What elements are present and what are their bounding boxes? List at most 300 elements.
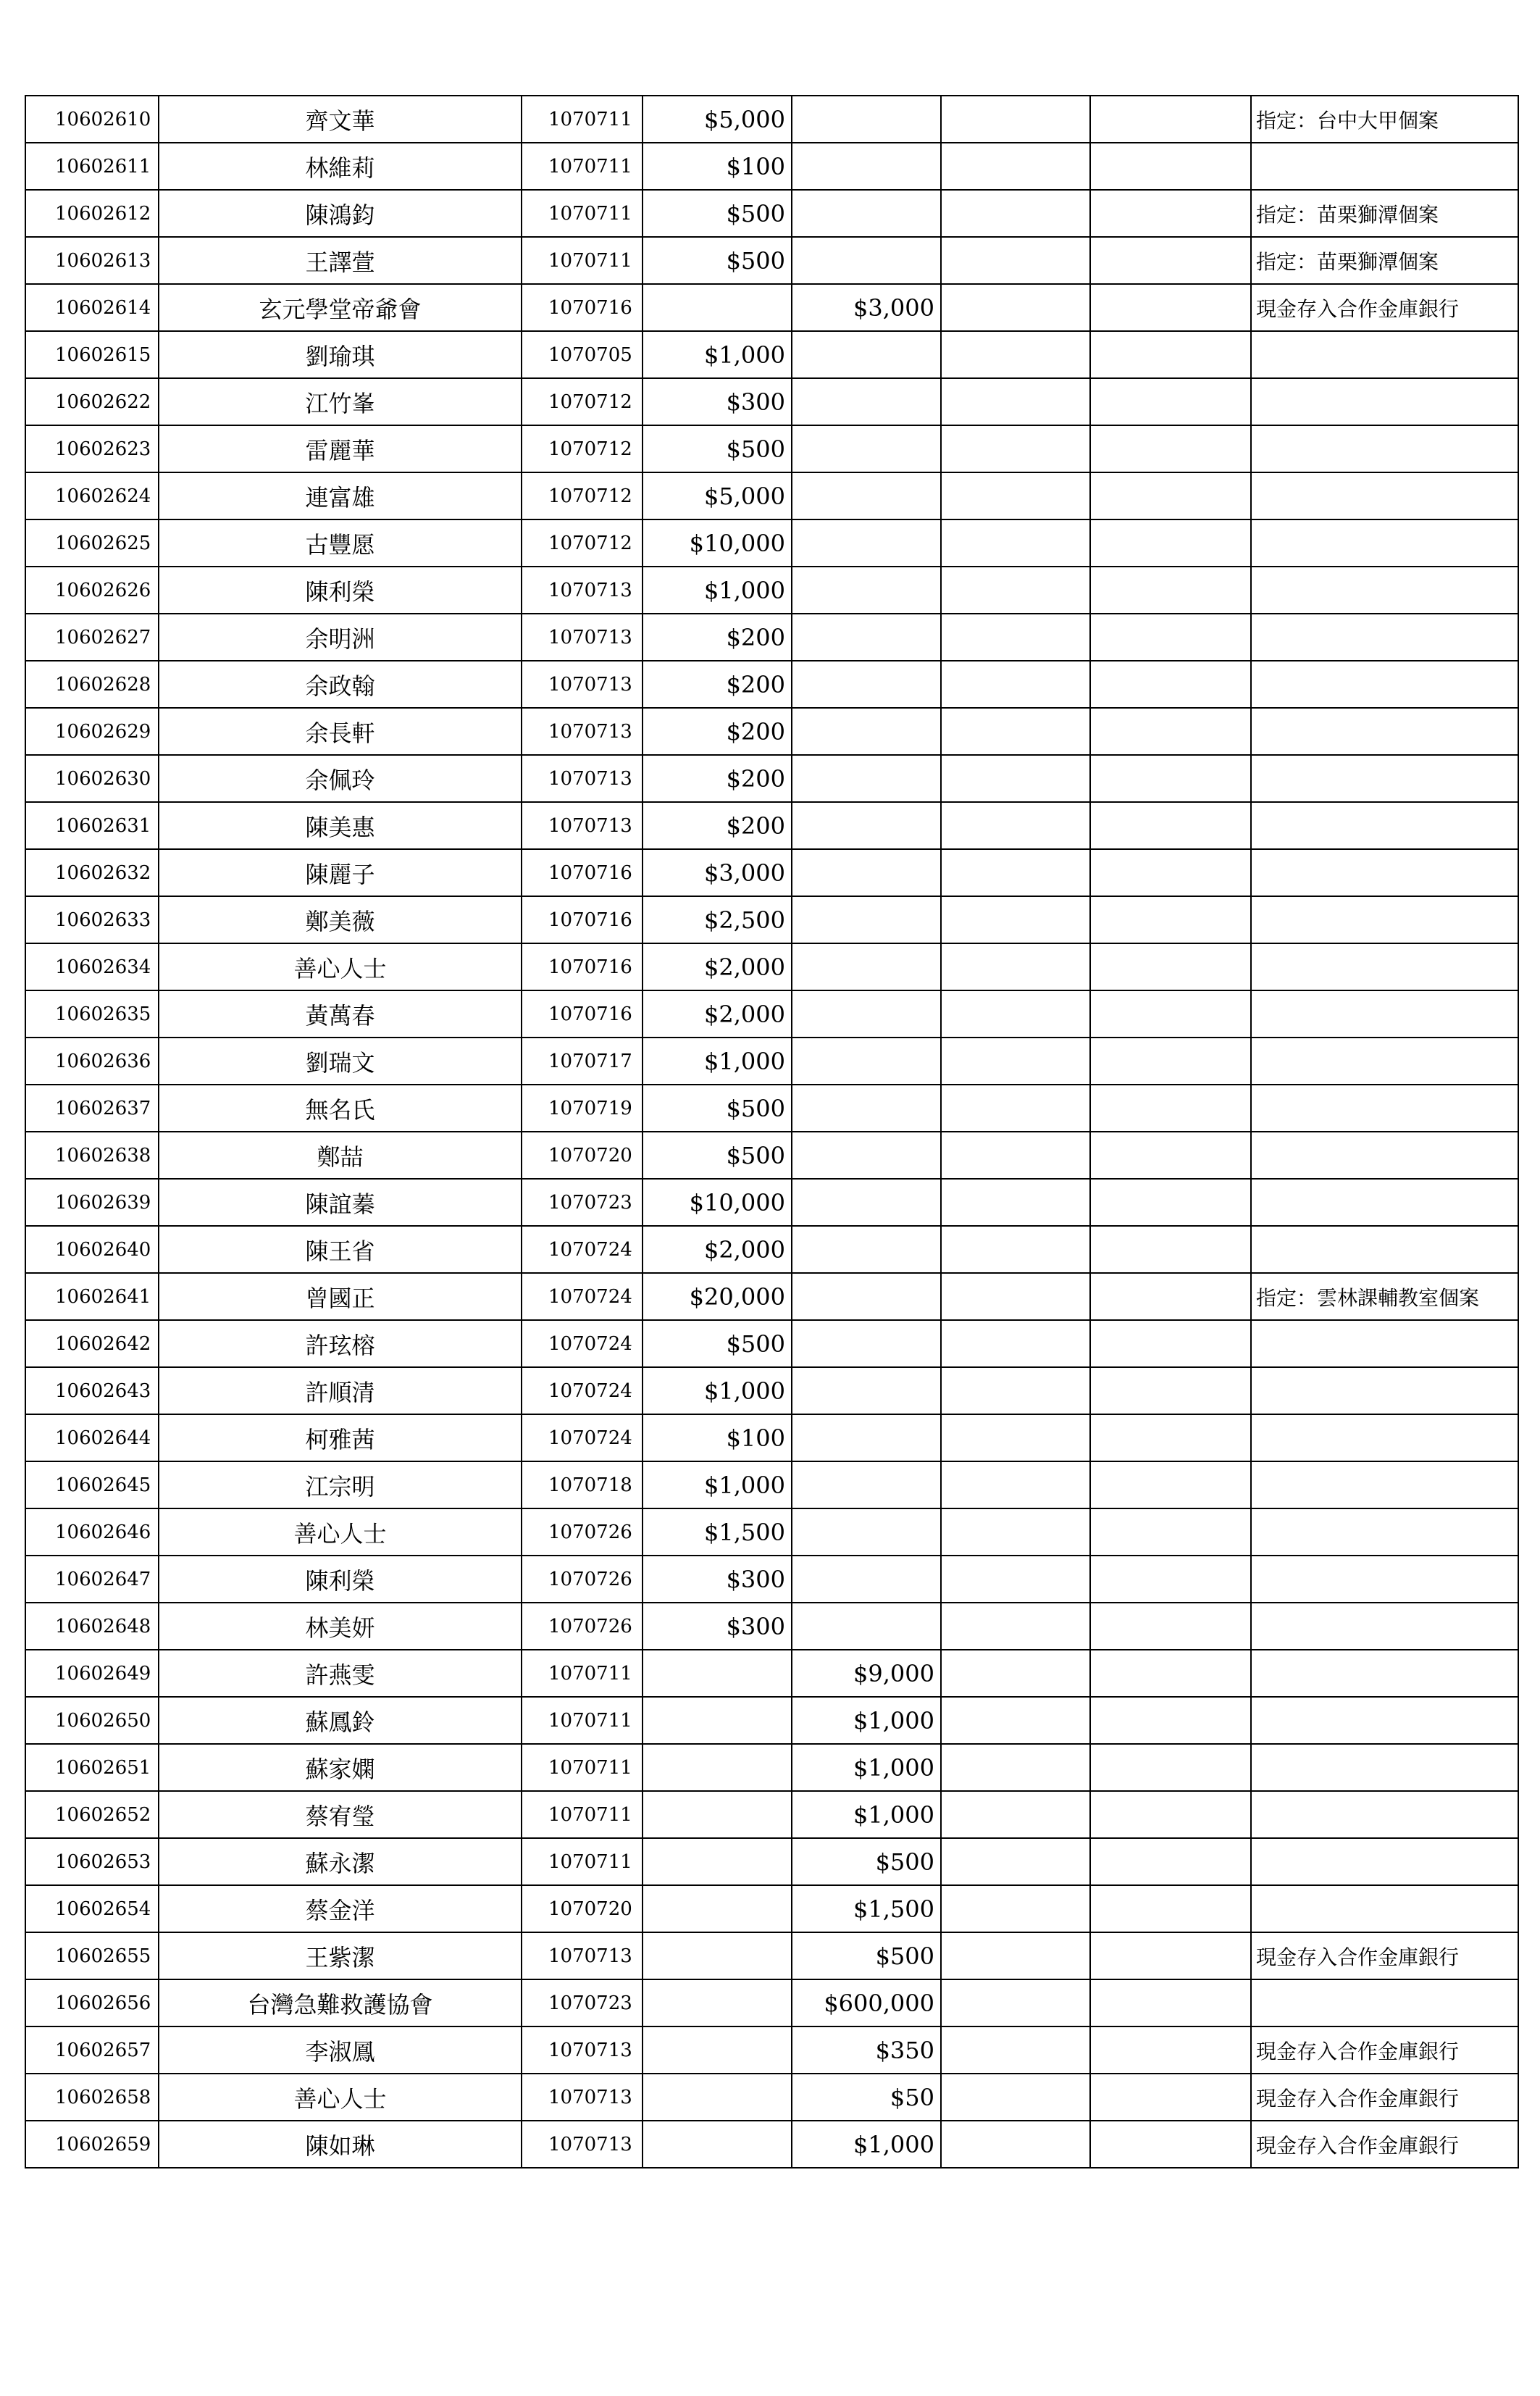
empty-cell bbox=[941, 990, 1090, 1038]
amount-cell: $5,000 bbox=[643, 472, 792, 519]
table-row bbox=[25, 1744, 1518, 1791]
donor-name-cell: 柯雅茜 bbox=[159, 1414, 522, 1461]
donation-date-cell: 1070711 bbox=[522, 1744, 643, 1791]
note-cell bbox=[1251, 1697, 1518, 1744]
amount-secondary-cell: $1,000 bbox=[792, 2121, 941, 2168]
amount-cell bbox=[643, 284, 792, 331]
donor-name-cell: 鄭美薇 bbox=[159, 896, 522, 943]
receipt-number-cell: 10602633 bbox=[25, 896, 159, 943]
amount-cell: $500 bbox=[643, 1320, 792, 1367]
empty-cell bbox=[1090, 896, 1251, 943]
note-cell bbox=[1251, 990, 1518, 1038]
donor-name-cell: 雷麗華 bbox=[159, 425, 522, 472]
empty-cell bbox=[1090, 708, 1251, 755]
empty-cell bbox=[1090, 1038, 1251, 1085]
amount-cell: $1,000 bbox=[643, 1367, 792, 1414]
amount-cell bbox=[643, 1650, 792, 1697]
empty-cell bbox=[1090, 1179, 1251, 1226]
empty-cell bbox=[1090, 1226, 1251, 1273]
amount-secondary-cell bbox=[792, 849, 941, 896]
donor-name-cell: 余明洲 bbox=[159, 614, 522, 661]
receipt-number-cell: 10602613 bbox=[25, 237, 159, 284]
amount-cell: $2,000 bbox=[643, 943, 792, 990]
donor-name-cell: 玄元學堂帝爺會 bbox=[159, 284, 522, 331]
amount-secondary-cell bbox=[792, 1132, 941, 1179]
receipt-number-cell: 10602638 bbox=[25, 1132, 159, 1179]
receipt-number-cell: 10602658 bbox=[25, 2074, 159, 2121]
empty-cell bbox=[941, 1979, 1090, 2026]
empty-cell bbox=[941, 472, 1090, 519]
empty-cell bbox=[941, 425, 1090, 472]
amount-secondary-cell bbox=[792, 96, 941, 143]
donation-date-cell: 1070712 bbox=[522, 425, 643, 472]
receipt-number-cell: 10602628 bbox=[25, 661, 159, 708]
amount-secondary-cell: $500 bbox=[792, 1932, 941, 1979]
donor-name-cell: 許玹榕 bbox=[159, 1320, 522, 1367]
donor-name-cell: 陳美惠 bbox=[159, 802, 522, 849]
table-row bbox=[25, 1038, 1518, 1085]
donation-date-cell: 1070705 bbox=[522, 331, 643, 378]
amount-cell bbox=[643, 2026, 792, 2074]
empty-cell bbox=[941, 661, 1090, 708]
note-cell bbox=[1251, 1603, 1518, 1650]
empty-cell bbox=[1090, 802, 1251, 849]
note-cell bbox=[1251, 378, 1518, 425]
donation-date-cell: 1070713 bbox=[522, 708, 643, 755]
receipt-number-cell: 10602640 bbox=[25, 1226, 159, 1273]
donation-date-cell: 1070711 bbox=[522, 1791, 643, 1838]
donor-name-cell: 台灣急難救護協會 bbox=[159, 1979, 522, 2026]
table-row bbox=[25, 1791, 1518, 1838]
donor-name-cell: 江竹峯 bbox=[159, 378, 522, 425]
note-cell bbox=[1251, 1791, 1518, 1838]
table-row bbox=[25, 708, 1518, 755]
amount-cell: $3,000 bbox=[643, 849, 792, 896]
amount-secondary-cell bbox=[792, 1320, 941, 1367]
empty-cell bbox=[941, 1179, 1090, 1226]
donor-name-cell: 蔡宥瑩 bbox=[159, 1791, 522, 1838]
empty-cell bbox=[941, 284, 1090, 331]
note-cell bbox=[1251, 1179, 1518, 1226]
table-row bbox=[25, 284, 1518, 331]
amount-cell bbox=[643, 1744, 792, 1791]
note-cell bbox=[1251, 661, 1518, 708]
donation-date-cell: 1070724 bbox=[522, 1414, 643, 1461]
amount-cell: $500 bbox=[643, 237, 792, 284]
note-cell bbox=[1251, 896, 1518, 943]
empty-cell bbox=[1090, 331, 1251, 378]
donation-date-cell: 1070716 bbox=[522, 896, 643, 943]
note-cell bbox=[1251, 614, 1518, 661]
amount-cell: $200 bbox=[643, 708, 792, 755]
donor-name-cell: 陳王省 bbox=[159, 1226, 522, 1273]
empty-cell bbox=[1090, 661, 1251, 708]
receipt-number-cell: 10602626 bbox=[25, 567, 159, 614]
table-row bbox=[25, 1650, 1518, 1697]
donation-date-cell: 1070724 bbox=[522, 1320, 643, 1367]
empty-cell bbox=[941, 943, 1090, 990]
amount-secondary-cell bbox=[792, 755, 941, 802]
empty-cell bbox=[941, 2026, 1090, 2074]
amount-secondary-cell bbox=[792, 425, 941, 472]
amount-secondary-cell bbox=[792, 567, 941, 614]
amount-secondary-cell bbox=[792, 1508, 941, 1556]
receipt-number-cell: 10602623 bbox=[25, 425, 159, 472]
donation-date-cell: 1070726 bbox=[522, 1603, 643, 1650]
empty-cell bbox=[941, 1838, 1090, 1885]
empty-cell bbox=[941, 143, 1090, 190]
donation-date-cell: 1070724 bbox=[522, 1367, 643, 1414]
receipt-number-cell: 10602646 bbox=[25, 1508, 159, 1556]
empty-cell bbox=[1090, 1791, 1251, 1838]
donor-name-cell: 古豐愿 bbox=[159, 519, 522, 567]
donor-name-cell: 蘇鳳鈴 bbox=[159, 1697, 522, 1744]
amount-secondary-cell bbox=[792, 943, 941, 990]
empty-cell bbox=[1090, 1603, 1251, 1650]
empty-cell bbox=[941, 1226, 1090, 1273]
table-row bbox=[25, 849, 1518, 896]
note-cell bbox=[1251, 472, 1518, 519]
note-cell: 指定：苗栗獅潭個案 bbox=[1251, 190, 1518, 237]
amount-secondary-cell bbox=[792, 614, 941, 661]
receipt-number-cell: 10602610 bbox=[25, 96, 159, 143]
table-row bbox=[25, 1603, 1518, 1650]
empty-cell bbox=[941, 1932, 1090, 1979]
table-row bbox=[25, 1697, 1518, 1744]
donation-ledger-table bbox=[25, 95, 1519, 2168]
note-cell bbox=[1251, 802, 1518, 849]
amount-secondary-cell: $350 bbox=[792, 2026, 941, 2074]
donation-date-cell: 1070716 bbox=[522, 284, 643, 331]
amount-cell bbox=[643, 1885, 792, 1932]
donor-name-cell: 陳誼蓁 bbox=[159, 1179, 522, 1226]
empty-cell bbox=[941, 1697, 1090, 1744]
empty-cell bbox=[1090, 1838, 1251, 1885]
note-cell bbox=[1251, 425, 1518, 472]
note-cell bbox=[1251, 1367, 1518, 1414]
table-row bbox=[25, 1320, 1518, 1367]
empty-cell bbox=[1090, 1744, 1251, 1791]
empty-cell bbox=[1090, 519, 1251, 567]
donor-name-cell: 劉瑜琪 bbox=[159, 331, 522, 378]
amount-secondary-cell: $9,000 bbox=[792, 1650, 941, 1697]
amount-cell: $2,000 bbox=[643, 990, 792, 1038]
empty-cell bbox=[941, 1273, 1090, 1320]
donor-name-cell: 王紫潔 bbox=[159, 1932, 522, 1979]
empty-cell bbox=[941, 708, 1090, 755]
note-cell bbox=[1251, 1838, 1518, 1885]
empty-cell bbox=[1090, 2121, 1251, 2168]
donor-name-cell: 善心人士 bbox=[159, 2074, 522, 2121]
amount-secondary-cell: $1,500 bbox=[792, 1885, 941, 1932]
empty-cell bbox=[941, 96, 1090, 143]
donation-date-cell: 1070719 bbox=[522, 1085, 643, 1132]
empty-cell bbox=[1090, 378, 1251, 425]
donation-date-cell: 1070711 bbox=[522, 190, 643, 237]
empty-cell bbox=[1090, 1697, 1251, 1744]
donation-date-cell: 1070726 bbox=[522, 1556, 643, 1603]
receipt-number-cell: 10602649 bbox=[25, 1650, 159, 1697]
empty-cell bbox=[941, 1650, 1090, 1697]
table-row bbox=[25, 1132, 1518, 1179]
donor-name-cell: 陳利榮 bbox=[159, 567, 522, 614]
empty-cell bbox=[1090, 849, 1251, 896]
note-cell bbox=[1251, 1461, 1518, 1508]
donation-date-cell: 1070713 bbox=[522, 2121, 643, 2168]
receipt-number-cell: 10602634 bbox=[25, 943, 159, 990]
receipt-number-cell: 10602647 bbox=[25, 1556, 159, 1603]
empty-cell bbox=[941, 519, 1090, 567]
note-cell bbox=[1251, 143, 1518, 190]
donation-date-cell: 1070711 bbox=[522, 1650, 643, 1697]
amount-cell bbox=[643, 1791, 792, 1838]
table-row bbox=[25, 802, 1518, 849]
empty-cell bbox=[941, 1556, 1090, 1603]
empty-cell bbox=[1090, 237, 1251, 284]
amount-secondary-cell: $1,000 bbox=[792, 1791, 941, 1838]
amount-cell: $1,000 bbox=[643, 1461, 792, 1508]
donor-name-cell: 陳如琳 bbox=[159, 2121, 522, 2168]
empty-cell bbox=[941, 1791, 1090, 1838]
amount-secondary-cell: $500 bbox=[792, 1838, 941, 1885]
amount-secondary-cell bbox=[792, 1461, 941, 1508]
table-row bbox=[25, 755, 1518, 802]
table-row bbox=[25, 1461, 1518, 1508]
donation-date-cell: 1070720 bbox=[522, 1885, 643, 1932]
amount-secondary-cell: $50 bbox=[792, 2074, 941, 2121]
donation-date-cell: 1070711 bbox=[522, 143, 643, 190]
receipt-number-cell: 10602635 bbox=[25, 990, 159, 1038]
receipt-number-cell: 10602631 bbox=[25, 802, 159, 849]
table-row bbox=[25, 96, 1518, 143]
amount-secondary-cell bbox=[792, 990, 941, 1038]
amount-secondary-cell: $1,000 bbox=[792, 1697, 941, 1744]
table-row bbox=[25, 1556, 1518, 1603]
note-cell bbox=[1251, 567, 1518, 614]
receipt-number-cell: 10602648 bbox=[25, 1603, 159, 1650]
note-cell: 指定：苗栗獅潭個案 bbox=[1251, 237, 1518, 284]
empty-cell bbox=[1090, 2074, 1251, 2121]
note-cell: 現金存入合作金庫銀行 bbox=[1251, 1932, 1518, 1979]
amount-secondary-cell bbox=[792, 1179, 941, 1226]
amount-cell: $500 bbox=[643, 190, 792, 237]
donor-name-cell: 善心人士 bbox=[159, 1508, 522, 1556]
donor-name-cell: 黃萬春 bbox=[159, 990, 522, 1038]
table-row bbox=[25, 2074, 1518, 2121]
table-row bbox=[25, 425, 1518, 472]
empty-cell bbox=[941, 1414, 1090, 1461]
note-cell bbox=[1251, 1508, 1518, 1556]
donor-name-cell: 蘇永潔 bbox=[159, 1838, 522, 1885]
table-row bbox=[25, 237, 1518, 284]
note-cell bbox=[1251, 943, 1518, 990]
amount-secondary-cell bbox=[792, 143, 941, 190]
amount-cell: $1,500 bbox=[643, 1508, 792, 1556]
empty-cell bbox=[1090, 1650, 1251, 1697]
receipt-number-cell: 10602639 bbox=[25, 1179, 159, 1226]
receipt-number-cell: 10602629 bbox=[25, 708, 159, 755]
donor-name-cell: 蔡金洋 bbox=[159, 1885, 522, 1932]
amount-cell: $300 bbox=[643, 1556, 792, 1603]
receipt-number-cell: 10602645 bbox=[25, 1461, 159, 1508]
amount-secondary-cell bbox=[792, 1556, 941, 1603]
donor-name-cell: 林美妍 bbox=[159, 1603, 522, 1650]
receipt-number-cell: 10602622 bbox=[25, 378, 159, 425]
receipt-number-cell: 10602656 bbox=[25, 1979, 159, 2026]
amount-cell: $200 bbox=[643, 661, 792, 708]
table-row bbox=[25, 943, 1518, 990]
note-cell bbox=[1251, 708, 1518, 755]
donor-name-cell: 余政翰 bbox=[159, 661, 522, 708]
empty-cell bbox=[941, 1367, 1090, 1414]
note-cell bbox=[1251, 519, 1518, 567]
receipt-number-cell: 10602644 bbox=[25, 1414, 159, 1461]
donation-date-cell: 1070717 bbox=[522, 1038, 643, 1085]
receipt-number-cell: 10602614 bbox=[25, 284, 159, 331]
donation-date-cell: 1070712 bbox=[522, 472, 643, 519]
receipt-number-cell: 10602612 bbox=[25, 190, 159, 237]
table-row bbox=[25, 1885, 1518, 1932]
note-cell bbox=[1251, 755, 1518, 802]
donor-name-cell: 陳麗子 bbox=[159, 849, 522, 896]
empty-cell bbox=[1090, 1085, 1251, 1132]
empty-cell bbox=[1090, 284, 1251, 331]
donation-date-cell: 1070711 bbox=[522, 1697, 643, 1744]
donation-date-cell: 1070718 bbox=[522, 1461, 643, 1508]
amount-secondary-cell bbox=[792, 802, 941, 849]
receipt-number-cell: 10602655 bbox=[25, 1932, 159, 1979]
note-cell bbox=[1251, 1132, 1518, 1179]
amount-secondary-cell bbox=[792, 1273, 941, 1320]
note-cell bbox=[1251, 331, 1518, 378]
donation-date-cell: 1070723 bbox=[522, 1979, 643, 2026]
amount-cell: $1,000 bbox=[643, 1038, 792, 1085]
receipt-number-cell: 10602642 bbox=[25, 1320, 159, 1367]
amount-cell: $200 bbox=[643, 802, 792, 849]
receipt-number-cell: 10602611 bbox=[25, 143, 159, 190]
empty-cell bbox=[1090, 1320, 1251, 1367]
table-row bbox=[25, 1273, 1518, 1320]
note-cell bbox=[1251, 1885, 1518, 1932]
donor-name-cell: 許燕雯 bbox=[159, 1650, 522, 1697]
amount-cell: $200 bbox=[643, 755, 792, 802]
amount-cell: $1,000 bbox=[643, 567, 792, 614]
empty-cell bbox=[941, 331, 1090, 378]
donation-date-cell: 1070713 bbox=[522, 2026, 643, 2074]
empty-cell bbox=[1090, 943, 1251, 990]
donation-date-cell: 1070723 bbox=[522, 1179, 643, 1226]
empty-cell bbox=[941, 1132, 1090, 1179]
note-cell bbox=[1251, 1414, 1518, 1461]
note-cell: 指定：雲林課輔教室個案 bbox=[1251, 1273, 1518, 1320]
empty-cell bbox=[941, 1744, 1090, 1791]
receipt-number-cell: 10602657 bbox=[25, 2026, 159, 2074]
receipt-number-cell: 10602652 bbox=[25, 1791, 159, 1838]
donation-date-cell: 1070711 bbox=[522, 96, 643, 143]
amount-secondary-cell bbox=[792, 1038, 941, 1085]
donor-name-cell: 劉瑞文 bbox=[159, 1038, 522, 1085]
amount-cell bbox=[643, 2074, 792, 2121]
note-cell bbox=[1251, 849, 1518, 896]
receipt-number-cell: 10602650 bbox=[25, 1697, 159, 1744]
receipt-number-cell: 10602641 bbox=[25, 1273, 159, 1320]
amount-secondary-cell: $3,000 bbox=[792, 284, 941, 331]
donation-date-cell: 1070716 bbox=[522, 943, 643, 990]
note-cell bbox=[1251, 1556, 1518, 1603]
table-row bbox=[25, 1179, 1518, 1226]
amount-cell: $1,000 bbox=[643, 331, 792, 378]
note-cell: 指定：台中大甲個案 bbox=[1251, 96, 1518, 143]
amount-cell: $2,500 bbox=[643, 896, 792, 943]
amount-cell: $2,000 bbox=[643, 1226, 792, 1273]
amount-secondary-cell bbox=[792, 896, 941, 943]
note-cell bbox=[1251, 1226, 1518, 1273]
amount-secondary-cell bbox=[792, 1414, 941, 1461]
empty-cell bbox=[1090, 1932, 1251, 1979]
receipt-number-cell: 10602625 bbox=[25, 519, 159, 567]
empty-cell bbox=[1090, 143, 1251, 190]
table-row bbox=[25, 990, 1518, 1038]
receipt-number-cell: 10602630 bbox=[25, 755, 159, 802]
table-row bbox=[25, 378, 1518, 425]
empty-cell bbox=[1090, 1414, 1251, 1461]
amount-cell: $500 bbox=[643, 1132, 792, 1179]
amount-cell: $300 bbox=[643, 378, 792, 425]
table-row bbox=[25, 896, 1518, 943]
donation-date-cell: 1070713 bbox=[522, 2074, 643, 2121]
donation-date-cell: 1070711 bbox=[522, 1838, 643, 1885]
empty-cell bbox=[941, 896, 1090, 943]
donor-name-cell: 林維莉 bbox=[159, 143, 522, 190]
donation-date-cell: 1070713 bbox=[522, 661, 643, 708]
empty-cell bbox=[1090, 472, 1251, 519]
donation-date-cell: 1070713 bbox=[522, 1932, 643, 1979]
empty-cell bbox=[1090, 96, 1251, 143]
donation-date-cell: 1070711 bbox=[522, 237, 643, 284]
amount-cell bbox=[643, 1838, 792, 1885]
donor-name-cell: 連富雄 bbox=[159, 472, 522, 519]
donation-date-cell: 1070724 bbox=[522, 1273, 643, 1320]
empty-cell bbox=[941, 1085, 1090, 1132]
empty-cell bbox=[941, 378, 1090, 425]
table-row bbox=[25, 661, 1518, 708]
amount-cell bbox=[643, 1979, 792, 2026]
amount-cell: $5,000 bbox=[643, 96, 792, 143]
donation-date-cell: 1070720 bbox=[522, 1132, 643, 1179]
donation-date-cell: 1070713 bbox=[522, 802, 643, 849]
receipt-number-cell: 10602659 bbox=[25, 2121, 159, 2168]
receipt-number-cell: 10602651 bbox=[25, 1744, 159, 1791]
empty-cell bbox=[941, 1461, 1090, 1508]
amount-secondary-cell bbox=[792, 1603, 941, 1650]
donor-name-cell: 余佩玲 bbox=[159, 755, 522, 802]
amount-secondary-cell bbox=[792, 472, 941, 519]
empty-cell bbox=[1090, 1556, 1251, 1603]
table-row bbox=[25, 1508, 1518, 1556]
empty-cell bbox=[1090, 190, 1251, 237]
table-row bbox=[25, 614, 1518, 661]
table-row bbox=[25, 2121, 1518, 2168]
amount-cell: $20,000 bbox=[643, 1273, 792, 1320]
receipt-number-cell: 10602624 bbox=[25, 472, 159, 519]
amount-cell bbox=[643, 2121, 792, 2168]
donor-name-cell: 余長軒 bbox=[159, 708, 522, 755]
receipt-number-cell: 10602637 bbox=[25, 1085, 159, 1132]
donation-date-cell: 1070712 bbox=[522, 519, 643, 567]
empty-cell bbox=[1090, 1367, 1251, 1414]
note-cell: 現金存入合作金庫銀行 bbox=[1251, 2026, 1518, 2074]
empty-cell bbox=[941, 755, 1090, 802]
